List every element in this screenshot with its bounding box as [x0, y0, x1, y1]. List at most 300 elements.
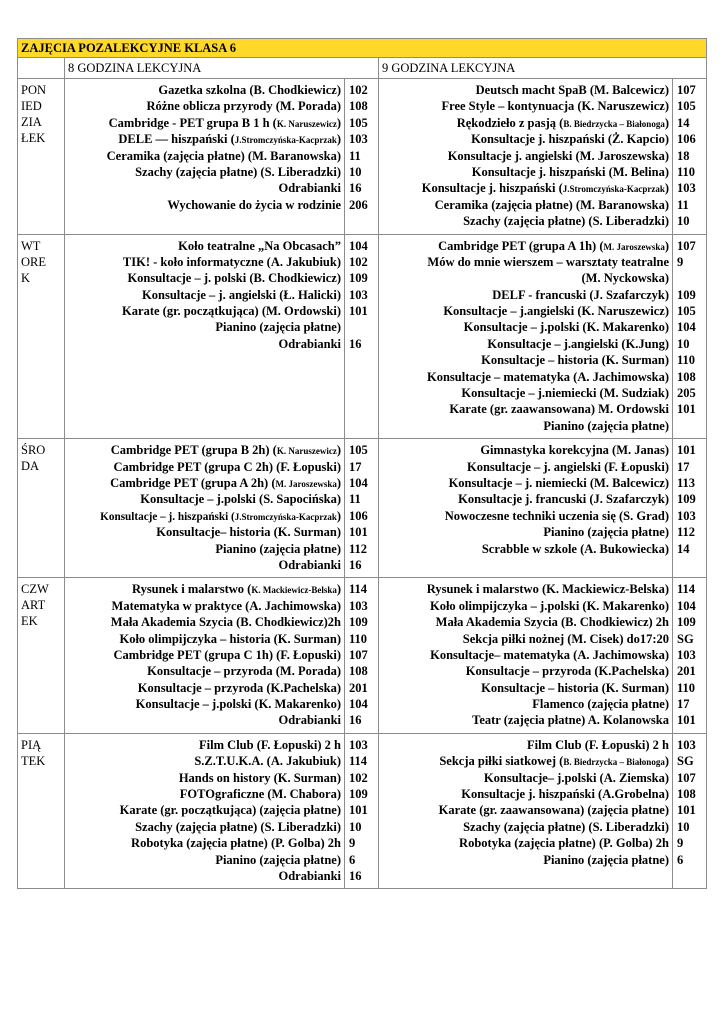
activity-text: Konsultacje – historia (K. Surman) — [481, 353, 669, 368]
room-number: 107 — [349, 647, 368, 662]
room-number: 14 — [677, 115, 690, 130]
activity-item — [65, 238, 341, 254]
hour-8-rooms — [345, 439, 379, 578]
room-number: 10 — [677, 214, 690, 229]
day-name-part: ART — [21, 598, 46, 613]
room-number: 114 — [349, 582, 368, 597]
room-number: 9 — [349, 836, 356, 851]
activity-text: Robotyka (zajęcia płatne) (P. Golba) 2h — [459, 836, 669, 851]
room-number: 6 — [677, 852, 684, 867]
activity-text: Scrabble w szkole (A. Bukowiecka) — [481, 541, 669, 556]
activity-item — [379, 418, 669, 434]
activity-item — [379, 786, 669, 802]
activity-item — [65, 303, 341, 319]
activity-text: Koło olimpijczyka – historia (K. Surman) — [119, 631, 341, 646]
activity-text: Mów do mnie wierszem – warsztaty teatralne — [427, 254, 669, 269]
hour-9-rooms — [673, 439, 707, 578]
activity-teacher-note: B. Biedrzycka – Białonoga — [563, 757, 665, 768]
activity-text: Nowoczesne techniki uczenia się (S. Grad) — [444, 508, 669, 523]
activity-item — [379, 180, 669, 196]
hour-8-rooms — [345, 578, 379, 734]
activity-text: Odrabianki — [278, 713, 341, 728]
hour-9-rooms — [673, 733, 707, 889]
activity-item — [65, 712, 341, 728]
day-name-part: ŚRO — [21, 443, 46, 458]
room-number: 16 — [349, 557, 362, 572]
activity-text: S.Z.T.U.K.A. (A. Jakubiuk) — [194, 754, 341, 769]
activity-text: Cambridge PET (grupa A 1h) ( — [438, 238, 604, 253]
day-name-part: TEK — [21, 753, 46, 768]
hour-8-activities — [65, 79, 345, 235]
room-number: 102 — [349, 770, 368, 785]
activity-item — [379, 148, 669, 164]
activity-item — [379, 319, 669, 335]
activity-text: Cambridge - PET grupa B 1 h ( — [108, 115, 277, 130]
activity-item — [65, 557, 341, 573]
room-number: 101 — [677, 402, 696, 417]
room-number: 107 — [677, 238, 696, 253]
activity-text: Szachy (zajęcia płatne) (S. Liberadzki) — [463, 214, 669, 229]
activity-text: Karate (gr. zaawansowana) M. Ordowski — [449, 402, 669, 417]
activity-text: Cambridge PET (grupa C 1h) (F. Łopuski) — [113, 647, 341, 662]
activity-item — [65, 631, 341, 647]
activity-item — [379, 287, 669, 303]
room-number: 109 — [677, 492, 696, 507]
hour-9-rooms — [673, 234, 707, 439]
activity-text: Wychowanie do życia w rodzinie — [167, 197, 341, 212]
room-number: 107 — [677, 770, 696, 785]
activity-item — [65, 680, 341, 696]
activity-text: Ceramika (zajęcia płatne) (M. Baranowska) — [106, 148, 341, 163]
activity-text-tail: ) — [336, 115, 341, 130]
activity-text: Rękodzieło z pasją ( — [456, 115, 564, 130]
activity-text: Robotyka (zajęcia płatne) (P. Golba) 2h — [131, 836, 341, 851]
activity-text: Cambridge PET (grupa B 2h) ( — [110, 443, 277, 458]
activity-text: Konsultacje– matematyka (A. Jachimowska) — [430, 647, 669, 662]
room-number: 10 — [677, 819, 690, 834]
room-number: 14 — [677, 541, 690, 556]
activity-text: Deutsch macht SpaB (M. Balcewicz) — [475, 83, 669, 97]
room-number: 105 — [349, 443, 368, 458]
activity-item — [65, 148, 341, 164]
day-name-part: IED — [21, 99, 42, 113]
activity-text: Konsultacje – matematyka (A. Jachimowska) — [427, 369, 669, 384]
activity-item — [65, 541, 341, 557]
hour-8-rooms — [345, 234, 379, 439]
day-row-tuesday — [18, 234, 707, 439]
activity-text: Karate (gr. początkująca) (M. Ordowski) — [122, 304, 341, 319]
activity-text: Mała Akademia Szycia (B. Chodkiewicz) 2h — [435, 615, 669, 630]
activity-teacher-note: J.Stromczyńska-Kacprzak — [234, 511, 337, 522]
activity-text: Karate (gr. zaawansowana) (zajęcia płatne) — [438, 803, 669, 818]
day-name-part: DA — [21, 459, 40, 474]
activity-text-tail: ) — [336, 132, 341, 147]
day-name-part: K — [21, 270, 31, 285]
activity-text: Konsultacje – przyroda (M. Porada) — [147, 664, 341, 679]
activity-item — [379, 819, 669, 835]
activity-item — [379, 401, 669, 417]
activity-item — [65, 442, 341, 458]
room-number: 103 — [349, 598, 368, 613]
activity-item — [379, 254, 669, 270]
room-number: 105 — [677, 304, 696, 319]
activity-text: TIK! - koło informatyczne (A. Jakubiuk) — [122, 254, 341, 269]
activity-text: Pianino (zajęcia płatne) — [543, 418, 669, 433]
hour-9-activities — [379, 234, 673, 439]
activity-text: Konsultacje – przyroda (K.Pachelska) — [465, 664, 669, 679]
room-number: 206 — [349, 197, 368, 212]
activity-item — [379, 631, 669, 647]
activity-item — [65, 770, 341, 786]
activity-text: Mała Akademia Szycia (B. Chodkiewicz)2h — [110, 615, 341, 630]
activity-text: Konsultacje– historia (K. Surman) — [156, 525, 341, 540]
timetable-body — [18, 39, 707, 889]
day-name-part: PIĄ — [21, 737, 42, 752]
room-number: 201 — [349, 680, 368, 695]
activity-item — [65, 508, 341, 524]
activity-item — [65, 868, 341, 884]
room-number: 112 — [677, 525, 696, 540]
room-number: 201 — [677, 664, 696, 679]
activity-text: Matematyka w praktyce (A. Jachimowska) — [111, 598, 341, 613]
activity-text: Konsultacje – j.polski (S. Sapocińska) — [140, 492, 341, 507]
room-number: 108 — [677, 369, 696, 384]
hour-8-activities — [65, 733, 345, 889]
activity-item — [65, 835, 341, 851]
activity-teacher-note: J.Stromczyńska-Kacprzak — [562, 184, 665, 195]
activity-text: Konsultacje j. hiszpański (A.Grobelna) — [461, 787, 669, 802]
activity-text: Konsultacje – j. angielski (Ł. Halicki) — [142, 287, 341, 302]
room-number: 101 — [349, 304, 368, 319]
room-number: 104 — [677, 598, 696, 613]
activity-item — [379, 459, 669, 475]
title-row — [18, 39, 707, 58]
activity-item — [379, 835, 669, 851]
room-number: 110 — [677, 680, 696, 695]
activity-item — [379, 491, 669, 507]
activity-text: Konsultacje – j. polski (B. Chodkiewicz) — [127, 271, 341, 286]
activity-item — [379, 508, 669, 524]
activity-teacher-note: J.Stromczyńska-Kacprzak — [234, 135, 337, 146]
room-number: 17 — [677, 459, 690, 474]
room-number: 109 — [677, 615, 696, 630]
activity-text: Gimnastyka korekcyjna (M. Janas) — [480, 443, 669, 458]
room-number: 104 — [677, 320, 696, 335]
activity-text: Sekcja piłki nożnej (M. Cisek) do17:20 — [462, 631, 669, 646]
activity-item — [379, 852, 669, 868]
activity-item — [379, 614, 669, 630]
activity-item — [379, 524, 669, 540]
activity-text: Pianino (zajęcia płatne) — [215, 852, 341, 867]
room-number: 10 — [677, 336, 690, 351]
activity-teacher-note: B. Biedrzycka – Białonoga — [563, 118, 665, 129]
activity-text: Film Club (F. Łopuski) 2 h — [199, 737, 341, 752]
room-number — [677, 418, 706, 434]
hour-9-rooms — [673, 79, 707, 235]
activity-text: Szachy (zajęcia płatne) (S. Liberadzki) — [135, 164, 341, 179]
day-name-part: ZIA — [21, 115, 42, 129]
activity-item — [379, 197, 669, 213]
activity-item — [65, 115, 341, 131]
room-number: 112 — [349, 541, 368, 556]
activity-text-tail: ) — [336, 582, 341, 597]
activity-text: Flamenco (zajęcia płatne) — [532, 697, 669, 712]
page-title: ZAJĘCIA POZALEKCYJNE KLASA 6 — [18, 39, 707, 58]
activity-item — [379, 352, 669, 368]
day-row-wednesday — [18, 439, 707, 578]
hour-9-activities — [379, 733, 673, 889]
header-day-cell — [18, 58, 65, 79]
room-number: 101 — [677, 713, 696, 728]
activity-text: Odrabianki — [278, 868, 341, 883]
room-number: 114 — [677, 582, 696, 597]
activity-item — [65, 581, 341, 597]
activity-item — [379, 663, 669, 679]
activity-item — [65, 614, 341, 630]
room-number: 110 — [677, 164, 696, 179]
hour-8-rooms — [345, 733, 379, 889]
activity-text: Odrabianki — [278, 181, 341, 196]
activity-text: Konsultacje – j. hiszpański ( — [100, 510, 235, 523]
room-number: 105 — [677, 99, 696, 114]
activity-item — [379, 696, 669, 712]
activity-text: Konsultacje j. hiszpański ( — [421, 181, 563, 196]
activity-item — [65, 287, 341, 303]
room-number: 102 — [349, 83, 368, 97]
activity-item — [379, 303, 669, 319]
room-number: SG — [677, 631, 694, 646]
activity-text: Pianino (zajęcia płatne) — [543, 852, 669, 867]
room-number: 103 — [677, 181, 696, 196]
day-name-part: WT — [21, 238, 41, 253]
activity-text: Konsultacje – historia (K. Surman) — [481, 680, 669, 695]
room-number: SG — [677, 754, 694, 769]
hour-9-activities — [379, 578, 673, 734]
room-number: 9 — [677, 254, 684, 269]
day-name-part: EK — [21, 614, 38, 629]
day-row-thursday — [18, 578, 707, 734]
activity-item — [65, 786, 341, 802]
activity-text-tail: ) — [664, 181, 669, 196]
room-number: 11 — [677, 197, 689, 212]
activity-text-tail: ) — [336, 443, 341, 458]
activity-text: Konsultacje j. hiszpański (M. Belina) — [471, 164, 669, 179]
room-number: 103 — [349, 737, 368, 752]
activity-item — [65, 663, 341, 679]
activity-item — [379, 131, 669, 147]
day-name-part: CZW — [21, 582, 49, 597]
room-number: 103 — [349, 287, 368, 302]
activity-text: Odrabianki — [278, 557, 341, 572]
room-number: 10 — [349, 164, 362, 179]
activity-item — [379, 98, 669, 114]
room-number: 107 — [677, 83, 696, 97]
room-number: 16 — [349, 868, 362, 883]
room-number: 110 — [677, 353, 696, 368]
activity-item — [65, 475, 341, 491]
activity-text: Szachy (zajęcia płatne) (S. Liberadzki) — [135, 819, 341, 834]
activity-teacher-note: M. Jaroszewska — [603, 241, 665, 252]
header-row — [18, 58, 707, 79]
activity-text: Konsultacje – przyroda (K.Pachelska) — [137, 680, 341, 695]
activity-item — [65, 98, 341, 114]
activity-text: Cambridge PET (grupa A 2h) ( — [110, 475, 276, 490]
activity-item — [379, 680, 669, 696]
activity-text-tail: ) — [664, 115, 669, 130]
activity-text: Konsultacje j. hiszpański (Ż. Kapcio) — [471, 132, 669, 147]
activity-item — [379, 270, 669, 286]
activity-item — [379, 213, 669, 229]
header-hour-9: 9 GODZINA LEKCYJNA — [379, 58, 707, 79]
room-number: 10 — [349, 819, 362, 834]
room-number: 109 — [349, 615, 368, 630]
activity-item — [379, 541, 669, 557]
activity-text: Film Club (F. Łopuski) 2 h — [527, 737, 669, 752]
day-name — [18, 79, 65, 235]
activity-text: Różne oblicza przyrody (M. Porada) — [146, 99, 341, 114]
activity-item — [65, 524, 341, 540]
room-number: 11 — [349, 492, 361, 507]
activity-text: Konsultacje – j. niemiecki (M. Balcewicz) — [448, 475, 669, 490]
activity-text: Konsultacje j. angielski (M. Jaroszewska) — [447, 148, 669, 163]
activity-text: Konsultacje– j.polski (A. Ziemska) — [483, 770, 669, 785]
activity-text: Koło olimpijczyka – j.polski (K. Makarenko) — [429, 598, 669, 613]
activity-text: Gazetka szkolna (B. Chodkiewicz) — [158, 83, 341, 97]
activity-text-tail: ) — [664, 238, 669, 253]
activity-text: Hands on history (K. Surman) — [178, 770, 341, 785]
activity-item — [65, 319, 341, 335]
activity-teacher-note: K. Naruszewicz — [276, 118, 337, 129]
activity-item — [65, 802, 341, 818]
activity-text: Konsultacje – j.angielski (K. Naruszewicz) — [443, 304, 669, 319]
activity-item — [379, 164, 669, 180]
activity-text: Szachy (zajęcia płatne) (S. Liberadzki) — [463, 819, 669, 834]
activity-text: Konsultacje – j. angielski (F. Łopuski) — [466, 459, 669, 474]
activity-item — [65, 819, 341, 835]
activity-item — [65, 164, 341, 180]
room-number: 108 — [349, 664, 368, 679]
room-number: 113 — [677, 475, 696, 490]
room-number: 103 — [677, 508, 696, 523]
header-hour-8: 8 GODZINA LEKCYJNA — [65, 58, 379, 79]
activity-teacher-note: M. Jaroszewska — [275, 478, 337, 489]
room-number: 109 — [349, 787, 368, 802]
activity-item — [379, 712, 669, 728]
hour-8-rooms — [345, 79, 379, 235]
room-number: 108 — [349, 99, 368, 114]
room-number: 103 — [349, 132, 368, 147]
day-name-part: PON — [21, 83, 47, 97]
room-number: 18 — [677, 148, 690, 163]
room-number: 205 — [677, 386, 696, 401]
room-number: 16 — [349, 713, 362, 728]
room-number: 108 — [677, 787, 696, 802]
activity-text: DELE — hiszpański ( — [118, 132, 235, 147]
activity-item — [379, 802, 669, 818]
activity-item — [379, 336, 669, 352]
activity-item — [65, 491, 341, 507]
activity-text: Pianino (zajęcia płatne) — [215, 541, 341, 556]
room-number: 101 — [677, 803, 696, 818]
activity-text: Konsultacje – j.angielski (K.Jung) — [487, 336, 669, 351]
activity-text: Rysunek i malarstwo (K. Mackiewicz-Belska) — [426, 582, 669, 597]
room-number: 102 — [349, 254, 368, 269]
activity-text: Sekcja piłki siatkowej ( — [439, 754, 564, 769]
day-name-part: ORE — [21, 254, 46, 269]
room-number: 101 — [349, 803, 368, 818]
activity-item — [65, 336, 341, 352]
room-number: 106 — [349, 508, 368, 523]
activity-teacher-note: K. Naruszewicz — [276, 446, 337, 457]
room-number: 16 — [349, 336, 362, 351]
activity-item — [65, 459, 341, 475]
timetable — [17, 38, 707, 889]
activity-text: Karate (gr. początkująca) (zajęcia płatne) — [119, 803, 341, 818]
activity-text: DELF - francuski (J. Szafarczyk) — [492, 287, 669, 302]
day-name-part: ŁEK — [21, 131, 46, 145]
activity-item — [379, 385, 669, 401]
activity-text: Ceramika (zajęcia płatne) (M. Baranowska) — [434, 197, 669, 212]
activity-item — [379, 753, 669, 769]
room-number: 17 — [677, 697, 690, 712]
activity-item — [65, 753, 341, 769]
activity-text: Konsultacje j. francuski (J. Szafarczyk) — [458, 492, 669, 507]
activity-text: Cambridge PET (grupa C 2h) (F. Łopuski) — [113, 459, 341, 474]
room-number: 110 — [349, 631, 368, 646]
activity-item — [379, 369, 669, 385]
activity-text: (M. Nyckowska) — [581, 271, 669, 286]
day-name — [18, 578, 65, 734]
day-name — [18, 733, 65, 889]
activity-item — [65, 737, 341, 753]
day-row-monday — [18, 79, 707, 235]
activity-item — [379, 737, 669, 753]
hour-8-activities — [65, 234, 345, 439]
room-number — [677, 270, 706, 286]
hour-9-activities — [379, 439, 673, 578]
activity-item — [65, 598, 341, 614]
hour-8-activities — [65, 578, 345, 734]
activity-item — [65, 180, 341, 196]
activity-text: Odrabianki — [278, 336, 341, 351]
activity-item — [65, 131, 341, 147]
activity-text-tail: ) — [336, 475, 341, 490]
hour-8-activities — [65, 439, 345, 578]
activity-text-tail: ) — [664, 754, 669, 769]
room-number: 103 — [677, 647, 696, 662]
activity-teacher-note: K. Mackiewicz-Belska — [251, 585, 337, 596]
room-number: 105 — [349, 115, 368, 130]
activity-text: Konsultacje – j.polski (K. Makarenko) — [135, 697, 341, 712]
room-number: 9 — [677, 836, 684, 851]
hour-9-activities — [379, 79, 673, 235]
room-number: 101 — [349, 525, 368, 540]
activity-item — [65, 197, 341, 213]
room-number: 17 — [349, 459, 362, 474]
activity-item — [379, 115, 669, 131]
day-name — [18, 439, 65, 578]
room-number: 103 — [677, 737, 696, 752]
activity-text: Koło teatralne „Na Obcasach” — [178, 238, 341, 253]
activity-item — [379, 475, 669, 491]
activity-text: FOTOgraficzne (M. Chabora) — [179, 787, 341, 802]
activity-item — [379, 598, 669, 614]
day-row-friday — [18, 733, 707, 889]
activity-text: Konsultacje – j.polski (K. Makarenko) — [463, 320, 669, 335]
activity-item — [65, 696, 341, 712]
activity-text: Pianino (zajęcia płatne) — [215, 320, 341, 335]
room-number: 101 — [677, 443, 696, 458]
